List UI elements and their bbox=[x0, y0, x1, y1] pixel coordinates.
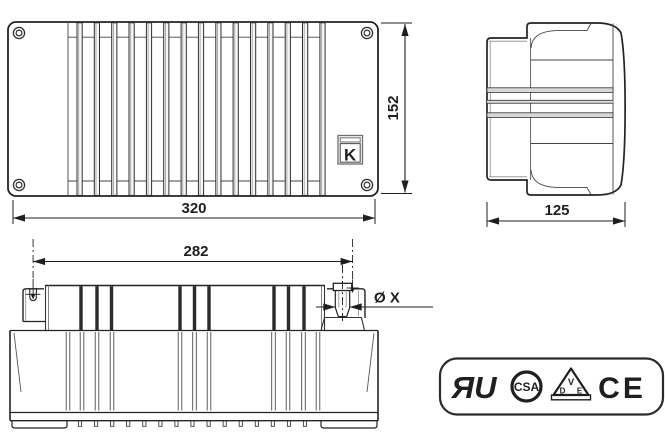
left-foot bbox=[12, 421, 67, 428]
top-view bbox=[8, 22, 378, 196]
front-view bbox=[10, 239, 378, 428]
fin-tips bbox=[78, 421, 306, 426]
dim-width-label: 320 bbox=[181, 200, 207, 217]
lower-body bbox=[10, 331, 378, 429]
dimension-hole-diameter bbox=[316, 290, 433, 311]
csa-mark-text: CSA bbox=[513, 380, 540, 394]
mounting-stud bbox=[333, 265, 351, 324]
dim-depth-label: 125 bbox=[544, 202, 570, 219]
brand-logo bbox=[338, 136, 363, 165]
ce-mark: CE bbox=[598, 372, 646, 405]
side-view bbox=[487, 23, 625, 195]
cooling-fins bbox=[77, 23, 325, 196]
dim-hole-diameter-label: Ø X bbox=[374, 289, 400, 307]
vde-mark-letter-e: E bbox=[576, 386, 583, 396]
vde-mark-letter-d: D bbox=[559, 386, 566, 396]
lower-ribs bbox=[66, 332, 320, 411]
dimension-hole-spacing bbox=[33, 243, 353, 265]
vde-mark-letter-v: V bbox=[567, 377, 575, 388]
right-foot bbox=[321, 421, 377, 428]
dim-height-label: 152 bbox=[385, 95, 402, 121]
ul-mark: ЯU bbox=[451, 370, 497, 405]
dimension-depth bbox=[487, 202, 625, 227]
dimension-height bbox=[381, 23, 412, 194]
certification-panel bbox=[440, 359, 663, 415]
brand-logo-letter: K bbox=[344, 145, 357, 165]
dimension-width bbox=[13, 199, 375, 224]
upper-ribs bbox=[79, 286, 305, 330]
dim-hole-spacing-label: 282 bbox=[183, 243, 209, 260]
side-view-outline bbox=[487, 23, 625, 195]
left-mounting-tab bbox=[23, 239, 46, 322]
right-mounting-tab bbox=[321, 239, 365, 331]
